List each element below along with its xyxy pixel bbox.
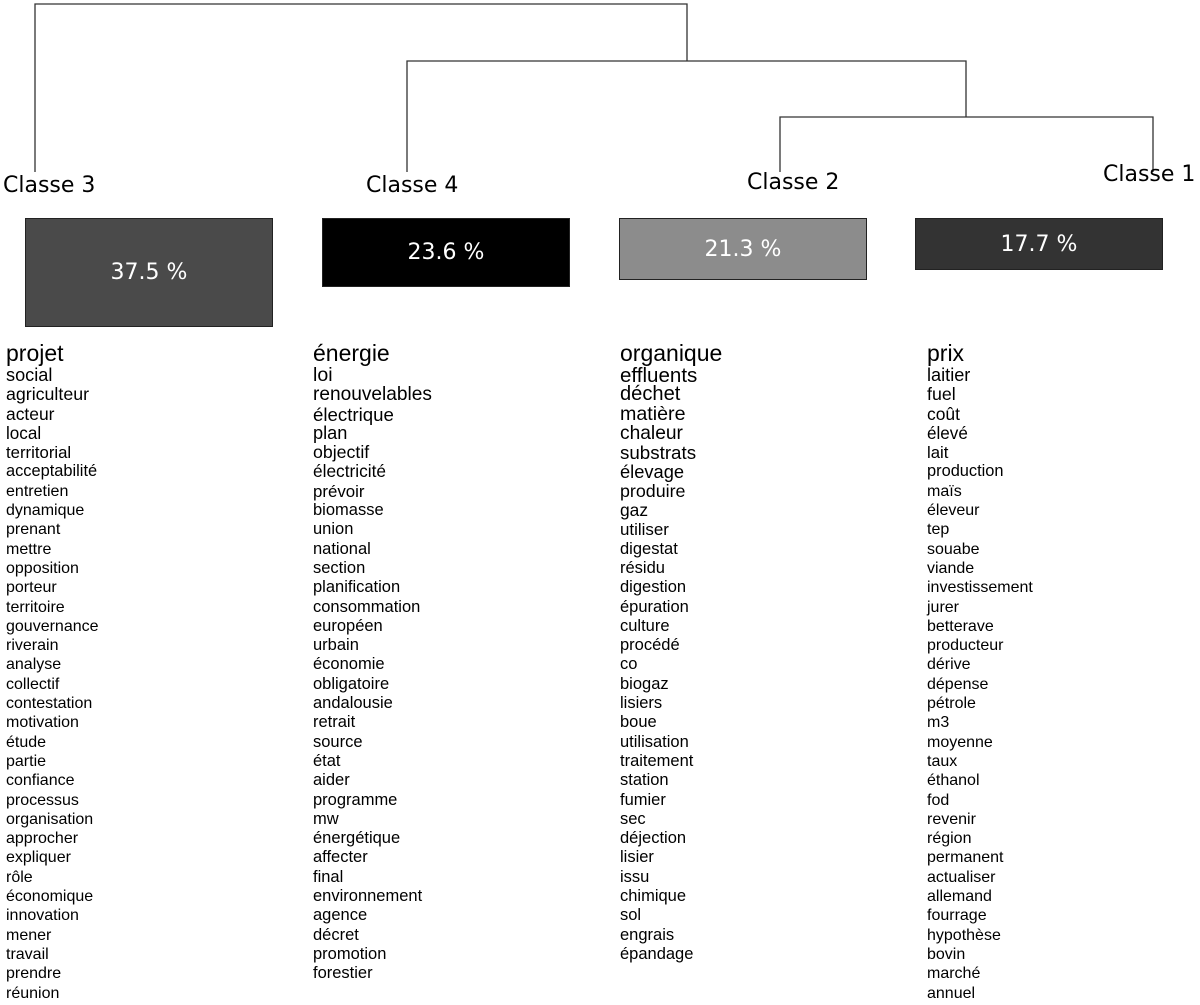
class-word: projet [6,340,64,366]
class-word: environnement [313,887,423,906]
class-word: producteur [927,637,1004,655]
class-word: forestier [313,964,373,983]
class-word: biogaz [620,674,669,693]
class-word: engrais [620,925,675,944]
class-4-label: Classe 4 [366,173,459,198]
class-word: loi [313,364,333,386]
class-word: national [313,539,371,558]
class-word: éthanol [927,772,980,790]
class-word: déjection [620,829,687,848]
class-word: coût [927,403,960,424]
class-word: déchet [620,383,681,406]
class-word: revenir [927,810,976,828]
class-word: produire [620,480,686,501]
class-word: m3 [927,714,950,732]
class-word: organisation [6,810,94,828]
class-word: actualiser [927,868,996,886]
class-word: promotion [313,944,387,963]
class-word: fourrage [927,907,987,925]
class-word: programme [313,790,398,809]
class-word: investissement [927,579,1033,597]
class-word: territoire [6,598,65,616]
class-word: dynamique [6,502,85,520]
class-4-percent-box [322,218,570,287]
class-2-percent: 21.3 % [704,236,782,262]
class-word: boue [620,713,657,732]
class-word: lait [927,443,949,463]
class-word: pétrole [927,695,976,713]
class-1-percent-box [915,218,1163,270]
class-word: étude [6,733,47,751]
class-word: motivation [6,714,79,732]
class-word: électricité [313,461,386,482]
class-word: élevage [620,461,685,483]
class-word: substrats [620,442,697,464]
class-2-percent-box [619,218,867,280]
class-word: final [313,867,344,886]
class-word: tep [927,521,950,539]
class-word: gouvernance [6,617,99,635]
class-word: fumier [620,790,666,809]
class-word: culture [620,616,670,635]
class-word: biomasse [313,501,384,520]
class-word: riverain [6,637,59,655]
class-word: souabe [927,540,980,558]
class-word: utiliser [620,520,669,540]
class-word: bovin [927,945,966,963]
class-word: station [620,771,669,790]
class-2-label: Classe 2 [747,170,840,195]
class-word: région [927,830,972,848]
class-word: annuel [927,984,976,1002]
class-word: urbain [313,636,359,655]
class-word: innovation [6,907,79,925]
class-word: porteur [6,579,57,597]
class-word: épandage [620,944,694,963]
class-word: acceptabilité [6,462,98,481]
class-word: utilisation [620,732,689,751]
class-word: organique [620,340,723,366]
class-word: énergie [313,340,390,366]
class-word: contestation [6,695,93,713]
class-word: sol [620,906,642,925]
class-word: mettre [6,540,52,558]
class-word: fuel [927,384,956,405]
class-1-percent: 17.7 % [1000,231,1078,257]
class-word: retrait [313,713,356,732]
class-word: union [313,520,354,539]
class-1-word-list [927,340,1033,1003]
class-word: processus [6,791,79,809]
class-word: viande [927,559,975,577]
class-word: consommation [313,597,421,616]
class-word: partie [6,752,47,770]
class-word: production [927,462,1004,481]
class-word: mw [313,809,339,828]
class-word: décret [313,925,359,944]
class-word: épuration [620,597,689,616]
class-3-percent-box [25,218,273,327]
class-word: prenant [6,521,61,539]
class-word: andalousie [313,694,393,713]
class-1-label: Classe 1 [1103,162,1196,187]
class-word: objectif [313,442,370,463]
class-word: collectif [6,675,60,693]
class-word: opposition [6,559,79,577]
class-word: social [6,365,53,385]
class-word: agence [313,906,368,925]
class-word: jurer [927,598,960,616]
class-word: moyenne [927,733,993,751]
class-4-percent: 23.6 % [407,240,485,265]
class-word: betterave [927,617,994,635]
class-word: approcher [6,830,79,848]
class-word: expliquer [6,849,71,867]
class-word: analyse [6,656,62,674]
class-word: aider [313,771,350,790]
class-word: état [313,751,341,770]
class-word: planification [313,578,401,597]
class-3-percent: 37.5 % [110,260,188,285]
dendrogram [0,0,1200,180]
dendrogram-branch-classe2-classe1 [780,117,1153,172]
class-word: lisiers [620,694,663,713]
class-word: renouvelables [313,384,432,406]
class-word: fod [927,791,950,809]
class-word: gaz [620,500,649,521]
class-word: plan [313,422,348,443]
class-word: économique [6,888,94,906]
class-word: matière [620,402,686,425]
class-word: prévoir [313,481,365,501]
class-word: élevé [927,423,968,443]
class-3-word-list [6,340,99,1003]
class-word: co [620,655,638,674]
class-word: source [313,732,363,751]
dendrogram-branch-root [35,4,687,172]
class-word: permanent [927,849,1004,867]
class-2-word-list [620,340,722,964]
class-word: dérive [927,656,971,674]
class-word: entretien [6,481,69,500]
class-word: chaleur [620,422,683,444]
class-word: lisier [620,848,654,867]
class-word: européen [313,616,383,635]
class-word: affecter [313,848,368,867]
class-word: allemand [927,888,992,906]
class-word: marché [927,965,981,983]
class-word: prix [927,340,965,366]
class-word: confiance [6,772,75,790]
class-word: effluents [620,364,698,387]
class-word: acteur [6,403,55,424]
class-word: hypothèse [927,926,1001,944]
class-4-word-list [313,340,432,984]
class-word: rôle [6,868,33,886]
class-word: résidu [620,558,665,577]
class-word: maïs [927,481,962,500]
class-word: énergétique [313,829,401,848]
class-word: électrique [313,403,394,425]
class-word: mener [6,926,52,944]
class-word: local [6,423,42,443]
class-word: section [313,558,366,577]
class-word: taux [927,752,958,770]
class-word: économie [313,655,385,674]
class-word: traitement [620,751,694,770]
class-word: chimique [620,887,687,906]
class-word: prendre [6,965,62,983]
class-word: éleveur [927,502,980,520]
class-word: territorial [6,443,72,463]
class-word: travail [6,945,49,963]
class-word: réunion [6,984,60,1002]
class-3-label: Classe 3 [3,173,96,198]
class-word: agriculteur [6,384,90,405]
class-word: digestion [620,578,687,597]
class-word: laitier [927,365,971,385]
class-word: sec [620,809,646,828]
class-word: obligatoire [313,674,390,693]
class-word: dépense [927,675,989,693]
class-word: digestat [620,539,678,558]
class-word: issu [620,867,650,886]
class-word: procédé [620,636,680,655]
